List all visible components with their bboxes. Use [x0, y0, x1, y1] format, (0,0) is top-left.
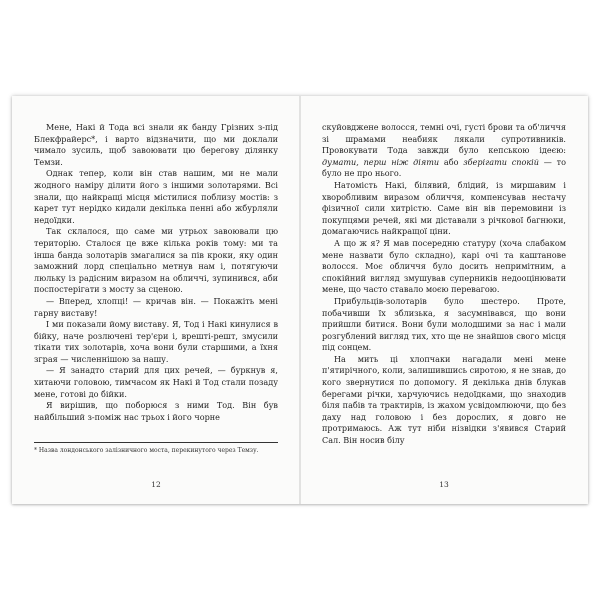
page-number-left: 12 — [151, 480, 161, 489]
right-page — [300, 96, 588, 504]
paragraph: На мить ці хлопчаки нагадали мені мене п'ятирічного, коли, залишившись сиротою, я не знав, до кого звернутися по допомогу. Я декілька днів блукав берегами річки, харчуючись недоїдками, що знаходив біля пабів та трактирів, із жахом усвідомлюючи, що без даху над головою і без дорослих, я довго не протримаюсь. Аж тут ніби нізвідки з'явився Старий Сал. Він носив білу — [322, 353, 566, 446]
paragraph-text: — то було не про нього. — [322, 156, 566, 179]
paragraph-text: скуйовджене волосся, темні очі, густі брови та об'личчя зі шрамами неабияк лякали супротивників. Провокувати Тода завжди було кепською ідеєю: — [322, 122, 566, 156]
paragraph: — Я занадто старий для цих речей, — буркнув я, хитаючи головою, тимчасом як Накі й Тод стали позаду мене, готові до бійки. — [34, 365, 278, 399]
page-number-right: 13 — [439, 480, 449, 489]
paragraph: І ми показали йому виставу. Я, Тод і Накі кинулися в бійку, наче розлючені тер'єри і, врешті-решт, змусили тікати тих золотарів, хоча вони були старшими, а їхня зграя — численнішою за нашу. — [34, 319, 278, 364]
left-page-text — [34, 122, 278, 423]
italic-phrase: зберігати спокій — [463, 156, 539, 167]
right-page-text — [322, 122, 566, 447]
paragraph: Так склалося, що саме ми утрьох завоювали цю територію. Сталося це вже кілька років тому: ми та інша банда золотарів змагалися за пів кроки, яку один заможний лорд спеціально метнув нам і, потягуючи люльку із радісним виразом на обличчі, зупинився, аби поспостерігати з мосту за сценою. — [34, 226, 278, 295]
italic-phrase: думати, перш ніж діяти — [322, 156, 440, 167]
paragraph: — Вперед, хлопці! — кричав він. — Покажіть мені гарну виставу! — [34, 295, 278, 318]
paragraph: Я вирішив, що поборюся з ними Тод. Він був найбільший з-поміж нас трьох і його чорне — [34, 400, 278, 422]
paragraph: А що ж я? Я мав посередню статуру (хоча слабаком мене назвати було складно), карі очі та каштанове волосся. Моє обличчя було досить непримітним, а спокійний вигляд змушував суперників недооцінювати мене, що часто ставало моєю перевагою. — [322, 237, 566, 295]
paragraph: Мене, Накі й Тода всі знали як банду Грізних з-під Блекфрайерс*, і варто відзначити, що ми доклали чимало зусиль, щоб завоювати цю берегову ділянку Темзи. — [34, 122, 278, 167]
book-spread — [12, 96, 588, 504]
footnote: * Назва лондонського залізничного моста, перекинутого через Темзу. — [34, 442, 278, 455]
paragraph: Прибульців-золотарів було шестеро. Проте, побачивши їх зблизька, я засумнівався, що вони прийшли битися. Вони були молодшими за нас і мали розгублений вигляд тих, хто ще не знайшов свого місця під сонцем. — [322, 295, 566, 353]
paragraph: Натомість Накі, білявий, блідий, із миршавим і хворобливим виразом обличчя, компенсував нестачу фізичної сили хитрістю. Саме він вів перемовини із покупцями речей, які ми діставали з річкової багнюки, домагаючись найкращої ціни. — [322, 179, 566, 237]
paragraph: Однак тепер, коли він став нашим, ми не мали жодного наміру ділити його з іншими золотарями. Всі знали, що найкращі місця містилися поблизу мостів: з карет тут нерідко кидали декілька пенні або жбурляли недоїдки. — [34, 168, 278, 225]
paragraph-text: або — [443, 156, 459, 167]
paragraph — [322, 122, 566, 180]
left-page — [12, 96, 300, 504]
